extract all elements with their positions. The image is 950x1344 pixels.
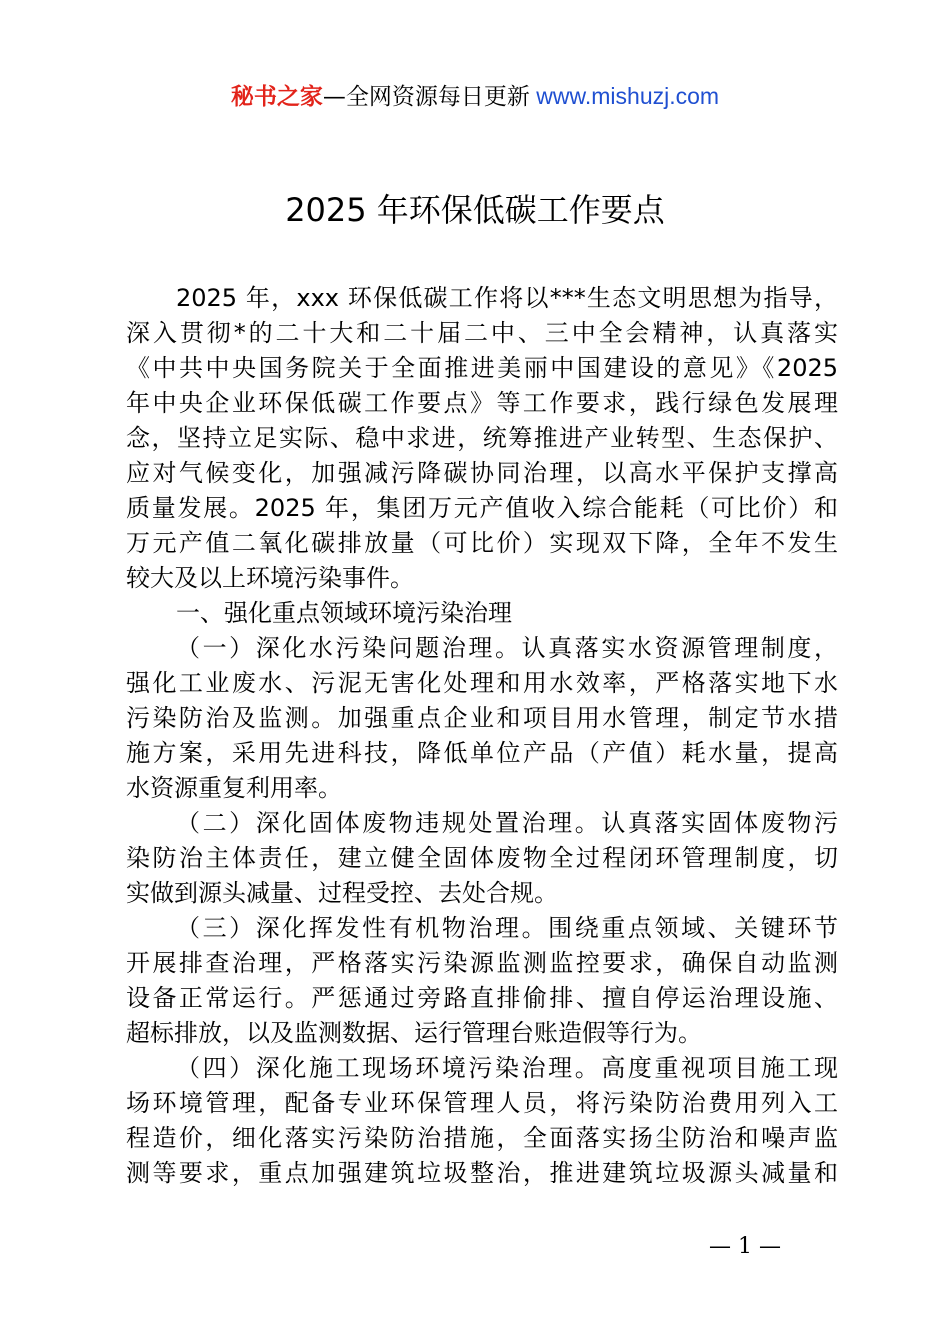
- body-line: 超标排放，以及监测数据、运行管理台账造假等行为。: [126, 1019, 702, 1047]
- body-line: 2025 年，xxx 环保低碳工作将以***生态文明思想为指导，: [176, 284, 838, 312]
- site-banner: [0, 80, 950, 113]
- body-line: 万元产值二氧化碳排放量（可比价）实现双下降，全年不发生: [126, 529, 838, 557]
- document-body: [126, 281, 838, 1191]
- section-heading: 一、强化重点领域环境污染治理: [176, 599, 512, 627]
- body-line: 开展排查治理，严格落实污染源监测监控要求，确保自动监测: [126, 949, 838, 977]
- body-line: 强化工业废水、污泥无害化处理和用水效率，严格落实地下水: [126, 669, 838, 697]
- body-line: 实做到源头减量、过程受控、去处合规。: [126, 879, 558, 907]
- body-line: 程造价，细化落实污染防治措施，全面落实扬尘防治和噪声监: [126, 1124, 838, 1152]
- body-line: 应对气候变化，加强减污降碳协同治理，以高水平保护支撑高: [126, 459, 838, 487]
- site-url-link[interactable]: www.mishuzj.com: [529, 83, 720, 109]
- body-line: 水资源重复利用率。: [126, 774, 342, 802]
- body-line: （三）深化挥发性有机物治理。围绕重点领域、关键环节: [176, 914, 838, 942]
- body-line: （四）深化施工现场环境污染治理。高度重视项目施工现: [176, 1054, 838, 1082]
- body-line: 场环境管理，配备专业环保管理人员，将污染防治费用列入工: [126, 1089, 838, 1117]
- body-line: 污染防治及监测。加强重点企业和项目用水管理，制定节水措: [126, 704, 838, 732]
- body-line: 设备正常运行。严惩通过旁路直排偷排、擅自停运治理设施、: [126, 984, 838, 1012]
- body-line: 念，坚持立足实际、稳中求进，统筹推进产业转型、生态保护、: [126, 424, 838, 452]
- body-line: 《中共中央国务院关于全面推进美丽中国建设的意见》《2025: [126, 354, 838, 382]
- body-line: 较大及以上环境污染事件。: [126, 564, 414, 592]
- site-brand-name: 秘书之家: [230, 84, 323, 110]
- body-line: 测等要求，重点加强建筑垃圾整治，推进建筑垃圾源头减量和: [126, 1159, 838, 1187]
- body-line: 施方案，采用先进科技，降低单位产品（产值）耗水量，提高: [126, 739, 838, 767]
- body-line: 染防治主体责任，建立健全固体废物全过程闭环管理制度，切: [126, 844, 838, 872]
- site-tagline: —全网资源每日更新: [322, 84, 530, 110]
- body-line: （一）深化水污染问题治理。认真落实水资源管理制度，: [176, 634, 838, 662]
- body-line: 年中央企业环保低碳工作要点》等工作要求，践行绿色发展理: [126, 389, 838, 417]
- body-line: 深入贯彻*的二十大和二十届二中、三中全会精神，认真落实: [126, 319, 838, 347]
- body-line: 质量发展。2025 年，集团万元产值收入综合能耗（可比价）和: [126, 494, 838, 522]
- body-line: （二）深化固体废物违规处置治理。认真落实固体废物污: [176, 809, 838, 837]
- document-title: 2025 年环保低碳工作要点: [285, 191, 665, 229]
- page-number: — 1 —: [709, 1234, 781, 1259]
